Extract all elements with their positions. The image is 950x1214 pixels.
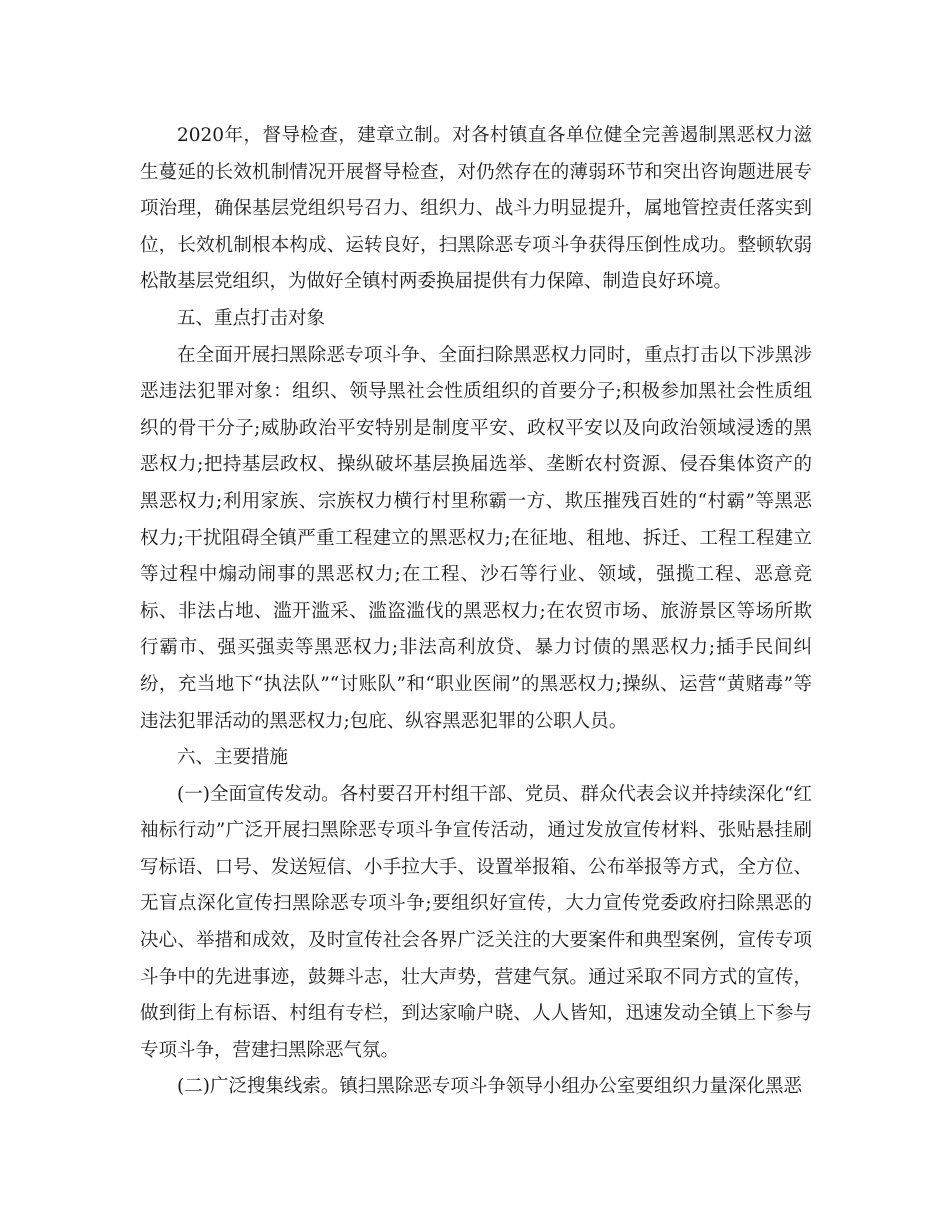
paragraph-collect-clues: (二)广泛搜集线索。镇扫黑除恶专项斗争领导小组办公室要组织力量深化黑恶	[177, 1076, 802, 1098]
section-heading-main-measures: 六、主要措施	[177, 747, 289, 769]
document-body	[140, 118, 812, 1106]
paragraph-key-targets: 在全面开展扫黑除恶专项斗争、全面扫除黑恶权力同时，重点打击以下涉黑涉恶违法犯罪对象：组织、领导黑社会性质组织的首要分子;积极参加黑社会性质组织的骨干分子;威胁政治平安特别是制度平安、政权平安以及向政治领域浸透的黑恶权力;把持基层政权、操纵破坏基层换届选举、垄断农村资源、侵吞集体资产的黑恶权力;利用家族、宗族权力横行村里称霸一方、欺压摧残百姓的“村霸”等黑恶权力;干扰阻碍全镇严重工程建立的黑恶权力;在征地、租地、拆迁、工程工程建立等过程中煽动闹事的黑恶权力;在工程、沙石等行业、领域，强揽工程、恶意竞标、非法占地、滥开滥采、滥盗滥伐的黑恶权力;在农贸市场、旅游景区等场所欺行霸市、强买强卖等黑恶权力;非法高利放贷、暴力讨债的黑恶权力;插手民间纠纷，充当地下“执法队”“讨账队”和“职业医闹”的黑恶权力;操纵、运营“黄赌毒”等违法犯罪活动的黑恶权力;包庇、纵容黑恶犯罪的公职人员。	[140, 344, 812, 732]
paragraph-supervision-2020: 2020年，督导检查，建章立制。对各村镇直各单位健全完善遏制黑恶权力滋生蔓延的长效机制情况开展督导检查，对仍然存在的薄弱环节和突出咨询题进展专项治理，确保基层党组织号召力、组织力、战斗力明显提升，属地管控责任落实到位，长效机制根本构成、运转良好，扫黑除恶专项斗争获得压倒性成功。整顿软弱松散基层党组织，为做好全镇村两委换届提供有力保障、制造良好环境。	[140, 125, 812, 293]
section-heading-key-targets: 五、重点打击对象	[177, 307, 326, 329]
paragraph-publicity-mobilization: (一)全面宣传发动。各村要召开村组干部、党员、群众代表会议并持续深化“红袖标行动”广泛开展扫黑除恶专项斗争宣传活动，通过发放宣传材料、张贴悬挂刷写标语、口号、发送短信、小手拉大手、设置举报箱、公布举报等方式，全方位、无盲点深化宣传扫黑除恶专项斗争;要组织好宣传，大力宣传党委政府扫除黑恶的决心、举措和成效，及时宣传社会各界广泛关注的大要案件和典型案例，宣传专项斗争中的先进事迹，鼓舞斗志，壮大声势，营建气氛。通过采取不同方式的宣传，做到街上有标语、村组有专栏，到达家喻户晓、人人皆知，迅速发动全镇上下参与专项斗争，营建扫黑除恶气氛。	[140, 783, 812, 1061]
